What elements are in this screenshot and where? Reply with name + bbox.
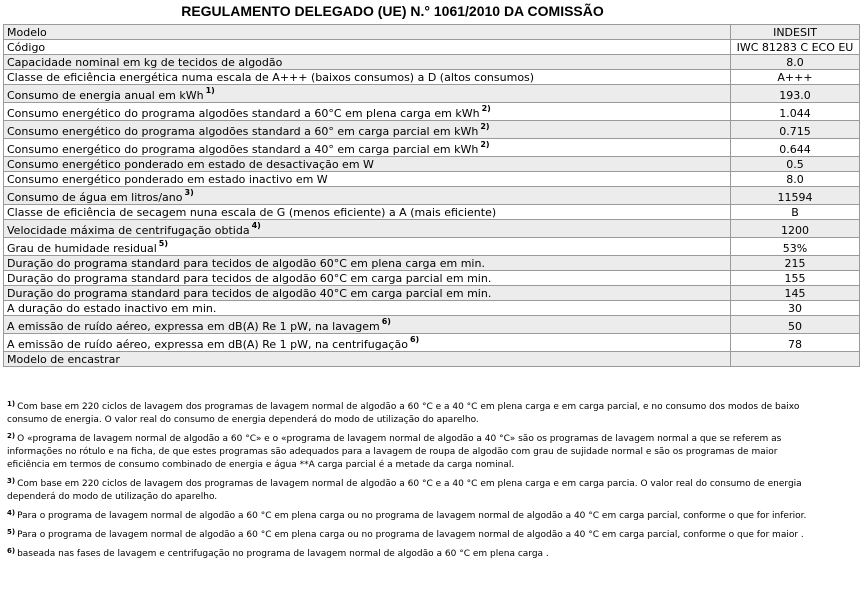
row-value: 0.715 (731, 121, 860, 139)
footnote-mark: 3) (7, 477, 16, 485)
row-label-text: Classe de eficiência de secagem nuna escala de G (menos eficiente) a A (mais eficiente) (7, 205, 497, 219)
footnotes (7, 401, 857, 561)
footnote-line (7, 491, 857, 504)
footnote-mark: 6) (7, 547, 16, 555)
footnote-mark: 1) (7, 400, 16, 408)
row-value: 215 (731, 256, 860, 271)
footnote-line (7, 548, 857, 561)
row-value: INDESIT (731, 25, 860, 40)
footnote (7, 510, 857, 523)
footnote-line (7, 478, 857, 491)
row-label-text: Consumo energético ponderado em estado inactivo em W (7, 172, 328, 186)
row-value: 53% (731, 238, 860, 256)
row-label-text: Consumo energético ponderado em estado de desactivação em W (7, 157, 374, 171)
row-label (4, 205, 731, 220)
page-title: REGULAMENTO DELEGADO (UE) N.° 1061/2010 DA COMISSÃO (181, 3, 604, 19)
row-label (4, 256, 731, 271)
footnote-mark: 5) (7, 528, 16, 536)
footnote-line (7, 401, 857, 414)
row-label-text: Capacidade nominal em kg de tecidos de algodão (7, 55, 283, 69)
footnote-text: baseada nas fases de lavagem e centrifugação no programa de lavagem normal de algodão a 60 °C em plena carga . (17, 549, 549, 559)
row-value: 155 (731, 271, 860, 286)
row-label-text: Duração do programa standard para tecidos de algodão 60°C em plena carga em min. (7, 256, 485, 270)
footnote-text: eficiência em termos de consumo combinado de energia e água **A carga parcial é a metade da carga nominal. (7, 460, 515, 470)
footnote-line (7, 433, 857, 446)
footnote (7, 478, 857, 504)
table-row (4, 25, 860, 40)
footnote-mark: 4) (7, 509, 16, 517)
row-value: A+++ (731, 70, 860, 85)
footnote-line (7, 510, 857, 523)
table-row (4, 316, 860, 334)
row-value: 8.0 (731, 172, 860, 187)
table-row (4, 103, 860, 121)
row-label (4, 85, 731, 103)
row-label (4, 172, 731, 187)
footnote (7, 548, 857, 561)
row-value: 1200 (731, 220, 860, 238)
table-row (4, 256, 860, 271)
row-label (4, 121, 731, 139)
footnote-text: Para o programa de lavagem normal de algodão a 60 °C em plena carga ou no programa de lavagem normal de algodão a 40 °C em carga parcial, conforme o que for inferior. (17, 511, 807, 521)
footnote (7, 529, 857, 542)
table-row (4, 40, 860, 55)
table-row (4, 271, 860, 286)
row-value: B (731, 205, 860, 220)
table-row (4, 187, 860, 205)
table-row (4, 172, 860, 187)
row-label-text: Consumo de energia anual em kWh (7, 89, 204, 102)
row-label (4, 187, 731, 205)
row-value: 8.0 (731, 55, 860, 70)
row-value: 0.5 (731, 157, 860, 172)
row-label-text: Consumo de água em litros/ano (7, 191, 183, 204)
row-value (731, 352, 860, 367)
table-row (4, 301, 860, 316)
row-value: 50 (731, 316, 860, 334)
spec-table-body (4, 25, 860, 367)
row-value: 1.044 (731, 103, 860, 121)
row-label (4, 40, 731, 55)
row-value: 11594 (731, 187, 860, 205)
row-label (4, 103, 731, 121)
row-label-text: A emissão de ruído aéreo, expressa em dB(A) Re 1 pW, na centrifugação (7, 338, 408, 351)
footnote-ref: 2) (481, 104, 491, 113)
table-row (4, 238, 860, 256)
table-row (4, 139, 860, 157)
footnote-line (7, 459, 857, 472)
footnote-ref: 2) (480, 140, 490, 149)
row-value: 30 (731, 301, 860, 316)
row-label (4, 220, 731, 238)
row-value: 145 (731, 286, 860, 301)
footnote-text: O «programa de lavagem normal de algodão a 60 °C» e o «programa de lavagem normal de algodão a 40 °C» são os programas de lavagem normal a que se referem as (17, 434, 782, 444)
table-row (4, 70, 860, 85)
footnote-ref: 5) (158, 239, 169, 248)
footnote-line (7, 529, 857, 542)
row-label-text: Modelo de encastrar (7, 352, 120, 366)
footnote-line (7, 414, 857, 427)
footnote-mark: 2) (7, 432, 16, 440)
footnote-ref: 2) (480, 122, 490, 131)
row-label-text: Grau de humidade residual (7, 242, 157, 255)
footnote-ref: 6) (381, 317, 391, 326)
footnote-ref: 4) (251, 221, 261, 230)
footnote (7, 433, 857, 472)
row-label (4, 352, 731, 367)
footnote-ref: 6) (409, 335, 420, 344)
row-label (4, 157, 731, 172)
footnote-text: consumo de energia. O valor real do consumo de energia dependerá do modo de utilização do aparelho. (7, 415, 479, 425)
row-value: IWC 81283 C ECO EU (731, 40, 860, 55)
footnote (7, 401, 857, 427)
table-row (4, 220, 860, 238)
spec-table (3, 24, 860, 367)
footnote-line (7, 446, 857, 459)
row-label (4, 334, 731, 352)
table-row (4, 286, 860, 301)
row-label-text: Consumo energético do programa algodões standard a 40° em carga parcial em kWh (7, 143, 479, 156)
table-row (4, 55, 860, 70)
row-label (4, 55, 731, 70)
row-label-text: Duração do programa standard para tecidos de algodão 40°C em carga parcial em min. (7, 286, 492, 300)
row-label-text: A emissão de ruído aéreo, expressa em dB(A) Re 1 pW, na lavagem (7, 320, 380, 333)
row-label-text: Velocidade máxima de centrifugação obtida (7, 224, 250, 237)
table-row (4, 157, 860, 172)
row-label-text: Duração do programa standard para tecidos de algodão 60°C em carga parcial em min. (7, 271, 492, 285)
row-label (4, 316, 731, 334)
table-row (4, 352, 860, 367)
row-value: 0.644 (731, 139, 860, 157)
row-label-text: Código (7, 40, 46, 54)
row-label (4, 238, 731, 256)
row-label-text: A duração do estado inactivo em min. (7, 301, 217, 315)
row-label (4, 70, 731, 85)
row-label-text: Consumo energético do programa algodões standard a 60°C em plena carga em kWh (7, 107, 480, 120)
row-label-text: Modelo (7, 25, 47, 39)
footnote-text: Para o programa de lavagem normal de algodão a 60 °C em plena carga ou no programa de lavagem normal de algodão a 40 °C em carga parcial, conforme o que for maior . (17, 530, 804, 540)
row-label (4, 271, 731, 286)
row-label (4, 286, 731, 301)
table-row (4, 85, 860, 103)
table-row (4, 205, 860, 220)
row-label-text: Consumo energético do programa algodões standard a 60° em carga parcial em kWh (7, 125, 479, 138)
table-row (4, 334, 860, 352)
row-value: 78 (731, 334, 860, 352)
row-label (4, 25, 731, 40)
footnote-ref: 3) (184, 188, 194, 197)
footnote-text: dependerá do modo de utilização do aparelho. (7, 492, 218, 502)
footnote-ref: 1) (205, 86, 215, 95)
footnote-text: Com base em 220 ciclos de lavagem dos programas de lavagem normal de algodão a 60 °C e a 40 °C em plena carga e em carga parcial, e no consumo dos modos de baixo (17, 402, 800, 412)
footnote-text: informações no rótulo e na ficha, de que estes programas são adequados para a lavagem de roupa de algodão com grau de sujidade normal e são os programas de maior (7, 447, 778, 457)
row-label (4, 139, 731, 157)
row-label-text: Classe de eficiência energética numa escala de A+++ (baixos consumos) a D (altos consumos) (7, 70, 535, 84)
footnote-text: Com base em 220 ciclos de lavagem dos programas de lavagem normal de algodão a 60 °C e a 40 °C em plena carga e em carga parcia. O valor real do consumo de energia (17, 479, 802, 489)
table-row (4, 121, 860, 139)
row-label (4, 301, 731, 316)
row-value: 193.0 (731, 85, 860, 103)
